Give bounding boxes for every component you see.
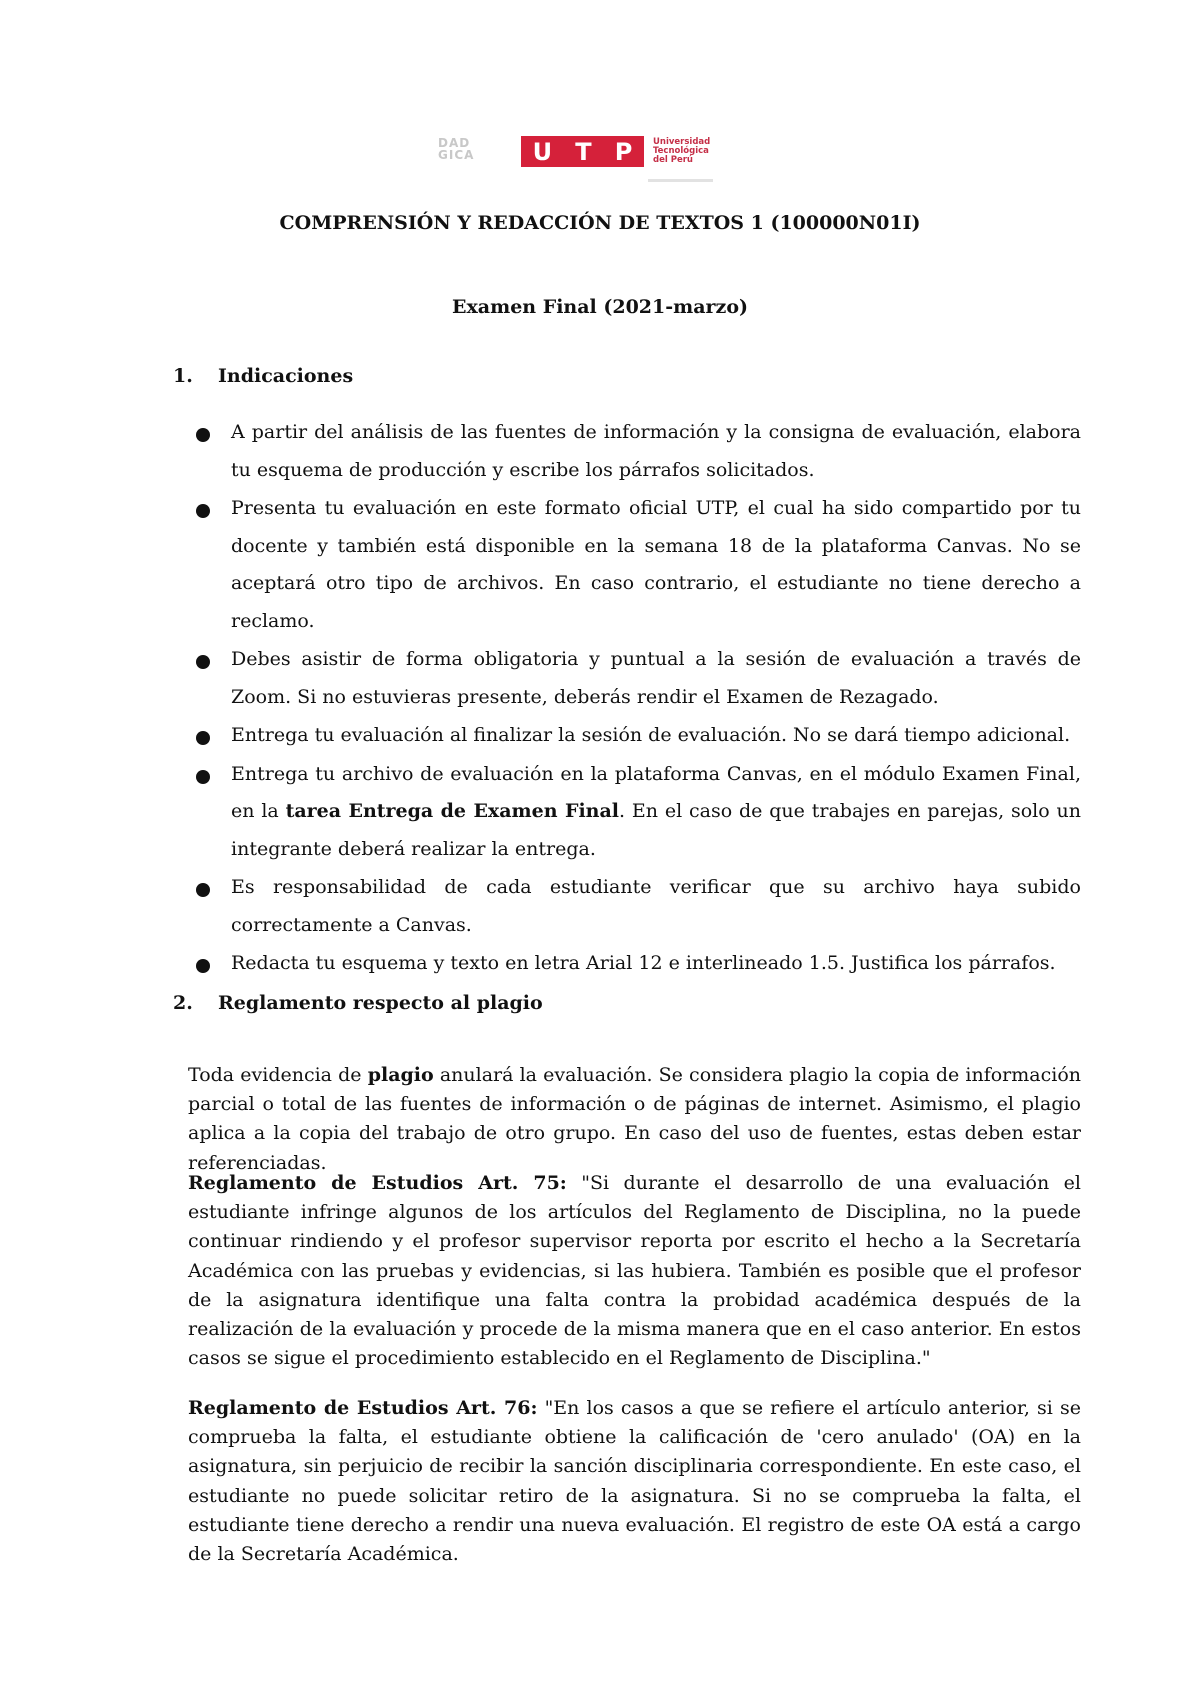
- bullet-icon: [196, 655, 210, 669]
- list-item-bold-text: tarea Entrega de Examen Final: [285, 800, 620, 822]
- list-item-text: Es responsabilidad de cada estudiante verificar que su archivo haya subido correctamente a Canvas.: [231, 876, 1081, 936]
- list-item: [196, 490, 1081, 640]
- article-76-paragraph: [188, 1394, 1081, 1569]
- section-number: 2.: [173, 992, 193, 1014]
- logo-divider: [648, 179, 713, 182]
- bullet-icon: [196, 770, 210, 784]
- section-title: Reglamento respecto al plagio: [218, 992, 543, 1014]
- paragraph-bold-text: plagio: [367, 1064, 434, 1086]
- article-75-paragraph: [188, 1169, 1081, 1373]
- paragraph-text: Toda evidencia de: [188, 1064, 368, 1086]
- list-item-text: Presenta tu evaluación en este formato oficial UTP, el cual ha sido compartido por tu docente y también está disponible en la semana 18 de la plataforma Canvas. No se aceptará otro tipo de archivos. En caso contrario, el estudiante no tiene derecho a reclamo.: [231, 497, 1081, 632]
- utp-sub-line: Universidad: [653, 137, 711, 147]
- section-title: Indicaciones: [218, 365, 354, 387]
- list-item: [196, 756, 1081, 869]
- course-title: COMPRENSIÓN Y REDACCIÓN DE TEXTOS 1 (100000N01I): [279, 212, 921, 234]
- utp-sub-line: Tecnológica: [653, 146, 709, 156]
- utp-letter: U: [532, 137, 553, 166]
- utp-logo: [521, 136, 644, 167]
- bullet-icon: [196, 428, 210, 442]
- header-logos: [438, 133, 728, 185]
- list-item-text: Entrega tu archivo de evaluación en la plataforma Canvas, en el módulo Examen Final, en la: [231, 762, 1081, 822]
- utp-sub-line: del Perú: [653, 155, 693, 165]
- section-heading-plagio: [173, 992, 543, 1014]
- utp-letter: P: [614, 137, 633, 166]
- section-number: 1.: [173, 365, 193, 387]
- bullet-icon: [196, 959, 210, 973]
- utp-letter: T: [575, 137, 592, 166]
- exam-title: Examen Final (2021-marzo): [451, 296, 749, 318]
- faint-logo-line: DAD: [438, 136, 471, 150]
- bullet-icon: [196, 883, 210, 897]
- utp-logo-subtitle: [653, 138, 710, 165]
- list-item-text: A partir del análisis de las fuentes de información y la consigna de evaluación, elabora tu esquema de producción y escribe los párrafos solicitados.: [231, 421, 1081, 481]
- bullet-icon: [196, 731, 210, 745]
- faint-logo-line: GICA: [438, 148, 475, 162]
- list-item: [196, 641, 1081, 716]
- article-label: Reglamento de Estudios Art. 75:: [188, 1172, 567, 1194]
- faint-logo: [438, 137, 474, 161]
- instructions-list: [196, 414, 1081, 984]
- section-heading-indicaciones: [173, 365, 353, 387]
- plagio-paragraph: [188, 1061, 1081, 1178]
- list-item-text: Redacta tu esquema y texto en letra Arial 12 e interlineado 1.5. Justifica los párrafos.: [231, 952, 1056, 974]
- list-item: [196, 945, 1081, 983]
- list-item: [196, 869, 1081, 944]
- bullet-icon: [196, 504, 210, 518]
- paragraph-text: anulará la evaluación. Se considera plagio la copia de información parcial o total de las fuentes de información o de páginas de internet. Asimismo, el plagio aplica a la copia del trabajo de otro grupo. En caso del uso de fuentes, estas deben estar referenciadas.: [188, 1064, 1082, 1174]
- article-label: Reglamento de Estudios Art. 76:: [188, 1397, 538, 1419]
- list-item-text: . En el caso de que trabajes en parejas, solo un integrante deberá realizar la entrega.: [231, 800, 1081, 860]
- article-text: "En los casos a que se refiere el artículo anterior, si se comprueba la falta, el estudiante obtiene la calificación de 'cero anulado' (OA) en la asignatura, sin perjuicio de recibir la sanción disciplinaria correspondiente. En este caso, el estudiante no puede solicitar retiro de la asignatura. Si no se comprueba la falta, el estudiante tiene derecho a rendir una nueva evaluación. El registro de este OA está a cargo de la Secretaría Académica.: [188, 1397, 1081, 1566]
- list-item: [196, 717, 1081, 755]
- article-text: "Si durante el desarrollo de una evaluación el estudiante infringe algunos de los artículos del Reglamento de Disciplina, no la puede continuar rindiendo y el profesor supervisor reporta por escrito el hecho a la Secretaría Académica con las pruebas y evidencias, si las hubiera. También es posible que el profesor de la asignatura identifique una falta contra la probidad académica después de la realización de la evaluación y procede de la misma manera que en el caso anterior. En estos casos se sigue el procedimiento establecido en el Reglamento de Disciplina.": [188, 1172, 1081, 1370]
- list-item: [196, 414, 1081, 489]
- list-item-text: Entrega tu evaluación al finalizar la sesión de evaluación. No se dará tiempo adicional.: [231, 724, 1071, 746]
- list-item-text: Debes asistir de forma obligatoria y puntual a la sesión de evaluación a través de Zoom. Si no estuvieras presente, deberás rendir el Examen de Rezagado.: [231, 648, 1081, 708]
